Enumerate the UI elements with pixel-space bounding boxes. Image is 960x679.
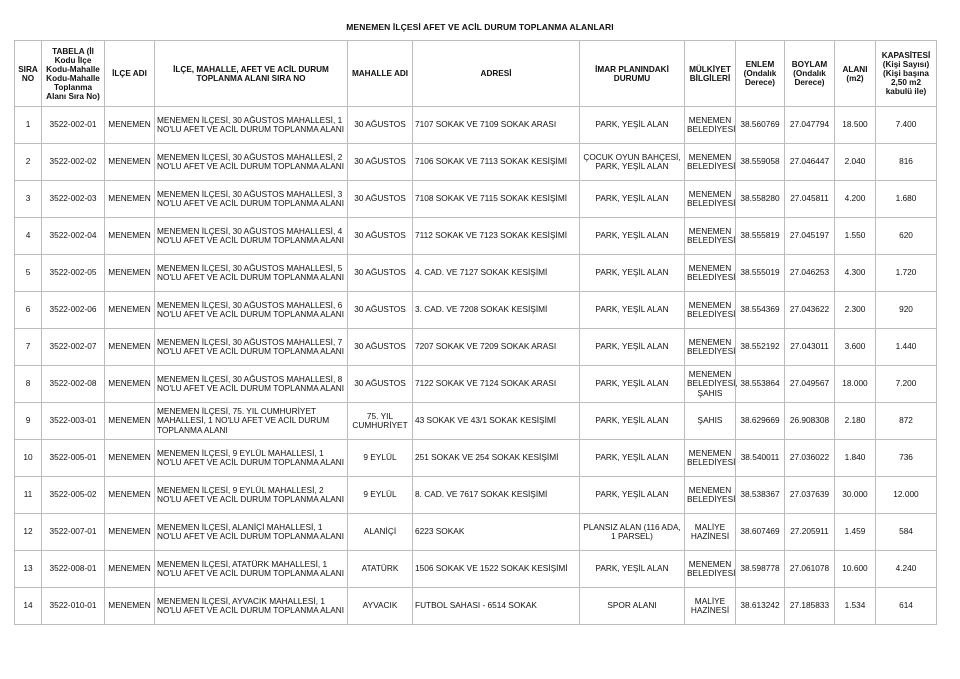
cell-mahalle-adi: 30 AĞUSTOS bbox=[348, 144, 413, 181]
cell-kapasite: 872 bbox=[876, 403, 937, 440]
cell-tabela: 3522-010-01 bbox=[42, 588, 105, 625]
table-row bbox=[15, 514, 937, 551]
header-enlem: ENLEM (Ondalık Derece) bbox=[736, 41, 785, 107]
cell-boylam: 27.049567 bbox=[785, 366, 835, 403]
cell-adresi: FUTBOL SAHASI - 6514 SOKAK bbox=[413, 588, 580, 625]
cell-imar: ÇOCUK OYUN BAHÇESİ, PARK, YEŞİL ALAN bbox=[580, 144, 685, 181]
cell-boylam: 27.036022 bbox=[785, 440, 835, 477]
cell-tabela: 3522-003-01 bbox=[42, 403, 105, 440]
cell-imar: PARK, YEŞİL ALAN bbox=[580, 218, 685, 255]
cell-imar: PARK, YEŞİL ALAN bbox=[580, 181, 685, 218]
cell-boylam: 27.046447 bbox=[785, 144, 835, 181]
cell-sira-no: 14 bbox=[15, 588, 42, 625]
cell-alan-sira: MENEMEN İLÇESİ, 30 AĞUSTOS MAHALLESİ, 6 NO'LU AFET VE ACİL DURUM TOPLANMA ALANI bbox=[155, 292, 348, 329]
cell-enlem: 38.554369 bbox=[736, 292, 785, 329]
cell-mahalle-adi: 30 AĞUSTOS bbox=[348, 181, 413, 218]
cell-alani: 2.180 bbox=[835, 403, 876, 440]
cell-enlem: 38.558280 bbox=[736, 181, 785, 218]
cell-ilce-adi: MENEMEN bbox=[105, 292, 155, 329]
cell-boylam: 27.045197 bbox=[785, 218, 835, 255]
cell-sira-no: 11 bbox=[15, 477, 42, 514]
cell-mulkiyet: MENEMEN BELEDİYESİ bbox=[685, 329, 736, 366]
cell-ilce-adi: MENEMEN bbox=[105, 588, 155, 625]
table-row bbox=[15, 144, 937, 181]
cell-boylam: 27.043622 bbox=[785, 292, 835, 329]
cell-sira-no: 13 bbox=[15, 551, 42, 588]
cell-mahalle-adi: 30 AĞUSTOS bbox=[348, 292, 413, 329]
cell-boylam: 27.043011 bbox=[785, 329, 835, 366]
header-imar: İMAR PLANINDAKİ DURUMU bbox=[580, 41, 685, 107]
cell-ilce-adi: MENEMEN bbox=[105, 218, 155, 255]
cell-kapasite: 584 bbox=[876, 514, 937, 551]
cell-kapasite: 1.680 bbox=[876, 181, 937, 218]
cell-sira-no: 6 bbox=[15, 292, 42, 329]
cell-alan-sira: MENEMEN İLÇESİ, 30 AĞUSTOS MAHALLESİ, 3 NO'LU AFET VE ACİL DURUM TOPLANMA ALANI bbox=[155, 181, 348, 218]
cell-adresi: 7107 SOKAK VE 7109 SOKAK ARASI bbox=[413, 107, 580, 144]
cell-alani: 4.200 bbox=[835, 181, 876, 218]
cell-sira-no: 7 bbox=[15, 329, 42, 366]
cell-alan-sira: MENEMEN İLÇESİ, 30 AĞUSTOS MAHALLESİ, 2 NO'LU AFET VE ACİL DURUM TOPLANMA ALANI bbox=[155, 144, 348, 181]
cell-boylam: 27.061078 bbox=[785, 551, 835, 588]
cell-sira-no: 1 bbox=[15, 107, 42, 144]
header-adresi: ADRESİ bbox=[413, 41, 580, 107]
cell-ilce-adi: MENEMEN bbox=[105, 440, 155, 477]
table-row bbox=[15, 329, 937, 366]
table-row bbox=[15, 588, 937, 625]
cell-boylam: 27.205911 bbox=[785, 514, 835, 551]
cell-mahalle-adi: ATATÜRK bbox=[348, 551, 413, 588]
cell-tabela: 3522-005-01 bbox=[42, 440, 105, 477]
table-row bbox=[15, 477, 937, 514]
cell-alani: 30.000 bbox=[835, 477, 876, 514]
cell-kapasite: 736 bbox=[876, 440, 937, 477]
cell-mulkiyet: MENEMEN BELEDİYESİ bbox=[685, 440, 736, 477]
assembly-areas-table bbox=[14, 40, 937, 625]
cell-imar: PARK, YEŞİL ALAN bbox=[580, 292, 685, 329]
table-row bbox=[15, 403, 937, 440]
header-kapasite: KAPASİTESİ (Kişi Sayısı) (Kişi başına 2,50 m2 kabulü ile) bbox=[876, 41, 937, 107]
cell-alan-sira: MENEMEN İLÇESİ, ALANİÇİ MAHALLESİ, 1 NO'LU AFET VE ACİL DURUM TOPLANMA ALANI bbox=[155, 514, 348, 551]
cell-adresi: 7207 SOKAK VE 7209 SOKAK ARASI bbox=[413, 329, 580, 366]
cell-tabela: 3522-005-02 bbox=[42, 477, 105, 514]
cell-mulkiyet: MENEMEN BELEDİYESİ bbox=[685, 144, 736, 181]
cell-sira-no: 3 bbox=[15, 181, 42, 218]
cell-enlem: 38.552192 bbox=[736, 329, 785, 366]
cell-mahalle-adi: ALANİÇİ bbox=[348, 514, 413, 551]
table-row bbox=[15, 107, 937, 144]
cell-tabela: 3522-002-05 bbox=[42, 255, 105, 292]
cell-enlem: 38.607469 bbox=[736, 514, 785, 551]
cell-adresi: 7108 SOKAK VE 7115 SOKAK KESİŞİMİ bbox=[413, 181, 580, 218]
cell-alani: 2.300 bbox=[835, 292, 876, 329]
cell-boylam: 27.046253 bbox=[785, 255, 835, 292]
cell-alani: 2.040 bbox=[835, 144, 876, 181]
cell-tabela: 3522-007-01 bbox=[42, 514, 105, 551]
cell-imar: PARK, YEŞİL ALAN bbox=[580, 329, 685, 366]
cell-enlem: 38.559058 bbox=[736, 144, 785, 181]
cell-boylam: 27.045811 bbox=[785, 181, 835, 218]
cell-alani: 1.550 bbox=[835, 218, 876, 255]
cell-alani: 1.459 bbox=[835, 514, 876, 551]
cell-mulkiyet: MALİYE HAZİNESİ bbox=[685, 588, 736, 625]
cell-enlem: 38.613242 bbox=[736, 588, 785, 625]
cell-tabela: 3522-002-02 bbox=[42, 144, 105, 181]
cell-alan-sira: MENEMEN İLÇESİ, 30 AĞUSTOS MAHALLESİ, 8 NO'LU AFET VE ACİL DURUM TOPLANMA ALANI bbox=[155, 366, 348, 403]
cell-imar: SPOR ALANI bbox=[580, 588, 685, 625]
header-sira-no: SIRA NO bbox=[15, 41, 42, 107]
cell-kapasite: 816 bbox=[876, 144, 937, 181]
cell-alan-sira: MENEMEN İLÇESİ, 9 EYLÜL MAHALLESİ, 2 NO'LU AFET VE ACİL DURUM TOPLANMA ALANI bbox=[155, 477, 348, 514]
cell-mulkiyet: MENEMEN BELEDİYESİ bbox=[685, 255, 736, 292]
cell-enlem: 38.629669 bbox=[736, 403, 785, 440]
cell-adresi: 1506 SOKAK VE 1522 SOKAK KESİŞİMİ bbox=[413, 551, 580, 588]
table-header-row bbox=[15, 41, 937, 107]
cell-sira-no: 12 bbox=[15, 514, 42, 551]
cell-mulkiyet: MENEMEN BELEDİYESİ bbox=[685, 218, 736, 255]
cell-ilce-adi: MENEMEN bbox=[105, 477, 155, 514]
cell-mulkiyet: ŞAHIS bbox=[685, 403, 736, 440]
cell-ilce-adi: MENEMEN bbox=[105, 366, 155, 403]
cell-ilce-adi: MENEMEN bbox=[105, 181, 155, 218]
cell-ilce-adi: MENEMEN bbox=[105, 255, 155, 292]
cell-tabela: 3522-002-07 bbox=[42, 329, 105, 366]
cell-imar: PARK, YEŞİL ALAN bbox=[580, 403, 685, 440]
cell-adresi: 3. CAD. VE 7208 SOKAK KESİŞİMİ bbox=[413, 292, 580, 329]
cell-mulkiyet: MALİYE HAZİNESİ bbox=[685, 514, 736, 551]
table-row bbox=[15, 181, 937, 218]
cell-alan-sira: MENEMEN İLÇESİ, 9 EYLÜL MAHALLESİ, 1 NO'LU AFET VE ACİL DURUM TOPLANMA ALANI bbox=[155, 440, 348, 477]
cell-enlem: 38.560769 bbox=[736, 107, 785, 144]
cell-adresi: 7106 SOKAK VE 7113 SOKAK KESİŞİMİ bbox=[413, 144, 580, 181]
header-alani: ALANI (m2) bbox=[835, 41, 876, 107]
cell-enlem: 38.538367 bbox=[736, 477, 785, 514]
cell-tabela: 3522-002-08 bbox=[42, 366, 105, 403]
cell-kapasite: 4.240 bbox=[876, 551, 937, 588]
cell-mulkiyet: MENEMEN BELEDİYESİ bbox=[685, 107, 736, 144]
cell-tabela: 3522-002-04 bbox=[42, 218, 105, 255]
cell-alan-sira: MENEMEN İLÇESİ, ATATÜRK MAHALLESİ, 1 NO'LU AFET VE ACİL DURUM TOPLANMA ALANI bbox=[155, 551, 348, 588]
cell-imar: PARK, YEŞİL ALAN bbox=[580, 107, 685, 144]
cell-alan-sira: MENEMEN İLÇESİ, 30 AĞUSTOS MAHALLESİ, 7 NO'LU AFET VE ACİL DURUM TOPLANMA ALANI bbox=[155, 329, 348, 366]
header-alan-sira: İLÇE, MAHALLE, AFET VE ACİL DURUM TOPLANMA ALANI SIRA NO bbox=[155, 41, 348, 107]
cell-imar: PARK, YEŞİL ALAN bbox=[580, 440, 685, 477]
cell-adresi: 251 SOKAK VE 254 SOKAK KESİŞİMİ bbox=[413, 440, 580, 477]
cell-imar: PARK, YEŞİL ALAN bbox=[580, 366, 685, 403]
cell-alan-sira: MENEMEN İLÇESİ, 30 AĞUSTOS MAHALLESİ, 1 NO'LU AFET VE ACİL DURUM TOPLANMA ALANI bbox=[155, 107, 348, 144]
cell-adresi: 7122 SOKAK VE 7124 SOKAK ARASI bbox=[413, 366, 580, 403]
cell-mahalle-adi: 75. YIL CUMHURİYET bbox=[348, 403, 413, 440]
cell-boylam: 27.047794 bbox=[785, 107, 835, 144]
cell-mulkiyet: MENEMEN BELEDİYESİ bbox=[685, 551, 736, 588]
cell-alan-sira: MENEMEN İLÇESİ, AYVACIK MAHALLESİ, 1 NO'LU AFET VE ACİL DURUM TOPLANMA ALANI bbox=[155, 588, 348, 625]
cell-mahalle-adi: 30 AĞUSTOS bbox=[348, 255, 413, 292]
table-row bbox=[15, 440, 937, 477]
cell-adresi: 4. CAD. VE 7127 SOKAK KESİŞİMİ bbox=[413, 255, 580, 292]
table-row bbox=[15, 551, 937, 588]
cell-ilce-adi: MENEMEN bbox=[105, 514, 155, 551]
cell-mulkiyet: MENEMEN BELEDİYESİ, ŞAHIS bbox=[685, 366, 736, 403]
cell-adresi: 43 SOKAK VE 43/1 SOKAK KESİŞİMİ bbox=[413, 403, 580, 440]
cell-tabela: 3522-002-03 bbox=[42, 181, 105, 218]
cell-boylam: 26.908308 bbox=[785, 403, 835, 440]
header-ilce-adi: İLÇE ADI bbox=[105, 41, 155, 107]
cell-boylam: 27.185833 bbox=[785, 588, 835, 625]
cell-imar: PLANSIZ ALAN (116 ADA, 1 PARSEL) bbox=[580, 514, 685, 551]
cell-tabela: 3522-002-01 bbox=[42, 107, 105, 144]
cell-imar: PARK, YEŞİL ALAN bbox=[580, 255, 685, 292]
cell-sira-no: 8 bbox=[15, 366, 42, 403]
cell-adresi: 8. CAD. VE 7617 SOKAK KESİŞİMİ bbox=[413, 477, 580, 514]
table-row bbox=[15, 366, 937, 403]
cell-sira-no: 2 bbox=[15, 144, 42, 181]
cell-alan-sira: MENEMEN İLÇESİ, 30 AĞUSTOS MAHALLESİ, 4 NO'LU AFET VE ACİL DURUM TOPLANMA ALANI bbox=[155, 218, 348, 255]
cell-ilce-adi: MENEMEN bbox=[105, 403, 155, 440]
cell-kapasite: 12.000 bbox=[876, 477, 937, 514]
cell-enlem: 38.540011 bbox=[736, 440, 785, 477]
cell-imar: PARK, YEŞİL ALAN bbox=[580, 551, 685, 588]
cell-mahalle-adi: AYVACIK bbox=[348, 588, 413, 625]
header-tabela: TABELA (İl Kodu İlçe Kodu-Mahalle Kodu-Mahalle Toplanma Alanı Sıra No) bbox=[42, 41, 105, 107]
cell-sira-no: 9 bbox=[15, 403, 42, 440]
cell-mulkiyet: MENEMEN BELEDİYESİ bbox=[685, 292, 736, 329]
header-mulkiyet: MÜLKİYET BİLGİLERİ bbox=[685, 41, 736, 107]
cell-mulkiyet: MENEMEN BELEDİYESİ bbox=[685, 181, 736, 218]
cell-alani: 1.534 bbox=[835, 588, 876, 625]
cell-mahalle-adi: 9 EYLÜL bbox=[348, 440, 413, 477]
table-row bbox=[15, 255, 937, 292]
table-row bbox=[15, 292, 937, 329]
cell-mahalle-adi: 30 AĞUSTOS bbox=[348, 107, 413, 144]
cell-kapasite: 7.400 bbox=[876, 107, 937, 144]
cell-alan-sira: MENEMEN İLÇESİ, 30 AĞUSTOS MAHALLESİ, 5 NO'LU AFET VE ACİL DURUM TOPLANMA ALANI bbox=[155, 255, 348, 292]
cell-kapasite: 920 bbox=[876, 292, 937, 329]
cell-kapasite: 1.440 bbox=[876, 329, 937, 366]
cell-kapasite: 7.200 bbox=[876, 366, 937, 403]
cell-sira-no: 5 bbox=[15, 255, 42, 292]
cell-mulkiyet: MENEMEN BELEDİYESİ bbox=[685, 477, 736, 514]
cell-mahalle-adi: 30 AĞUSTOS bbox=[348, 218, 413, 255]
cell-enlem: 38.555019 bbox=[736, 255, 785, 292]
cell-tabela: 3522-008-01 bbox=[42, 551, 105, 588]
cell-sira-no: 4 bbox=[15, 218, 42, 255]
cell-mahalle-adi: 30 AĞUSTOS bbox=[348, 329, 413, 366]
cell-ilce-adi: MENEMEN bbox=[105, 329, 155, 366]
cell-alani: 18.000 bbox=[835, 366, 876, 403]
cell-mahalle-adi: 9 EYLÜL bbox=[348, 477, 413, 514]
cell-imar: PARK, YEŞİL ALAN bbox=[580, 477, 685, 514]
cell-enlem: 38.555819 bbox=[736, 218, 785, 255]
cell-ilce-adi: MENEMEN bbox=[105, 551, 155, 588]
cell-alani: 4.300 bbox=[835, 255, 876, 292]
cell-alani: 18.500 bbox=[835, 107, 876, 144]
cell-kapasite: 1.720 bbox=[876, 255, 937, 292]
cell-alani: 1.840 bbox=[835, 440, 876, 477]
header-mahalle-adi: MAHALLE ADI bbox=[348, 41, 413, 107]
page-title: MENEMEN İLÇESİ AFET VE ACİL DURUM TOPLANMA ALANLARI bbox=[346, 22, 614, 32]
cell-enlem: 38.598778 bbox=[736, 551, 785, 588]
cell-kapasite: 614 bbox=[876, 588, 937, 625]
header-boylam: BOYLAM (Ondalık Derece) bbox=[785, 41, 835, 107]
cell-sira-no: 10 bbox=[15, 440, 42, 477]
cell-adresi: 6223 SOKAK bbox=[413, 514, 580, 551]
cell-kapasite: 620 bbox=[876, 218, 937, 255]
cell-ilce-adi: MENEMEN bbox=[105, 144, 155, 181]
cell-boylam: 27.037639 bbox=[785, 477, 835, 514]
cell-alani: 10.600 bbox=[835, 551, 876, 588]
cell-adresi: 7112 SOKAK VE 7123 SOKAK KESİŞİMİ bbox=[413, 218, 580, 255]
cell-alani: 3.600 bbox=[835, 329, 876, 366]
cell-enlem: 38.553864 bbox=[736, 366, 785, 403]
cell-tabela: 3522-002-06 bbox=[42, 292, 105, 329]
cell-mahalle-adi: 30 AĞUSTOS bbox=[348, 366, 413, 403]
cell-ilce-adi: MENEMEN bbox=[105, 107, 155, 144]
table-row bbox=[15, 218, 937, 255]
cell-alan-sira: MENEMEN İLÇESİ, 75. YIL CUMHURİYET MAHALLESİ, 1 NO'LU AFET VE ACİL DURUM TOPLANMA ALANI bbox=[155, 403, 348, 440]
